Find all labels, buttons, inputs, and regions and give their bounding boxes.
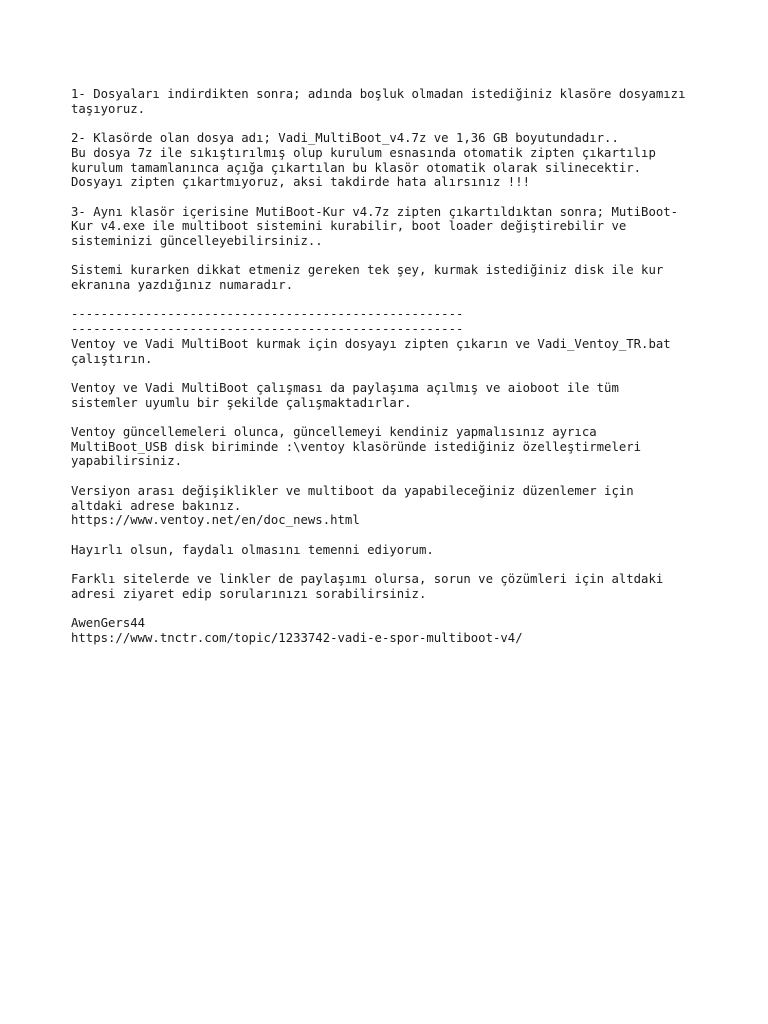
text-line: adresi ziyaret edip sorularınızı sorabilirsiniz. (71, 586, 427, 601)
text-line: taşıyoruz. (71, 101, 146, 116)
text-line: yapabilirsiniz. (71, 454, 183, 469)
separator-line: ----------------------------------------------------- (71, 322, 464, 337)
text-line: çalıştırın. (71, 351, 153, 366)
text-line: 1- Dosyaları indirdikten sonra; adında boşluk olmadan istediğiniz klasöre dosyamızı (71, 87, 686, 101)
paragraph-install-warning (71, 263, 731, 292)
text-line: kurulum tamamlanınca açığa çıkartılan bu klasör otomatik olarak silinecektir. (71, 160, 642, 175)
separator-line: ----------------------------------------------------- (71, 307, 464, 322)
paragraph-step-2 (71, 131, 731, 190)
text-line: Dosyayı zipten çıkartmıyoruz, aksi takdirde hata alırsınız !!! (71, 175, 531, 190)
text-line: Ventoy ve Vadi MultiBoot çalışması da paylaşıma açılmış ve aioboot ile tüm (71, 380, 619, 395)
paragraph-compatibility (71, 381, 731, 410)
text-line: Hayırlı olsun, faydalı olmasını temenni ediyorum. (71, 542, 434, 557)
paragraph-ventoy-updates (71, 425, 731, 469)
text-line: altdaki adrese bakınız. (71, 498, 242, 513)
text-line: sisteminizi güncelleyebilirsiniz.. (71, 234, 323, 248)
text-line: Sistemi kurarken dikkat etmeniz gereken tek şey, kurmak istediğiniz disk ile kur (71, 263, 664, 278)
text-line: MultiBoot_USB disk biriminde :\ventoy klasöründe istediğiniz özelleştirmeleri (71, 439, 642, 454)
text-line: sistemler uyumlu bir şekilde çalışmaktadırlar. (71, 395, 412, 410)
text-line: Farklı sitelerde ve linkler de paylaşımı olursa, sorun ve çözümleri için altdaki (71, 572, 664, 587)
text-line: 2- Klasörde olan dosya adı; Vadi_MultiBoot_v4.7z ve 1,36 GB boyutundadır.. (71, 131, 619, 146)
text-line: Kur v4.exe ile multiboot sistemini kurabilir, boot loader değiştirebilir ve (71, 219, 627, 234)
text-line: ekranına yazdığınız numaradır. (71, 278, 294, 293)
paragraph-signature (71, 616, 731, 645)
text-document (71, 87, 731, 660)
text-line: 3- Aynı klasör içerisine MutiBoot-Kur v4.7z zipten çıkartıldıktan sonra; MutiBoot- (71, 204, 679, 219)
text-line: Ventoy güncellemeleri olunca, güncellemeyi kendiniz yapmalısınız ayrıca (71, 425, 597, 440)
paragraph-changelog (71, 484, 731, 528)
paragraph-step-3 (71, 205, 731, 249)
text-line: Versiyon arası değişiklikler ve multiboot da yapabileceğiniz düzenlemer için (71, 483, 634, 498)
paragraph-step-1 (71, 87, 731, 116)
changelog-url: https://www.ventoy.net/en/doc_news.html (71, 513, 360, 528)
topic-url: https://www.tnctr.com/topic/1233742-vadi-e-spor-multiboot-v4/ (71, 630, 523, 645)
text-line: Bu dosya 7z ile sıkıştırılmış olup kurulum esnasında otomatik zipten çıkartılıp (71, 145, 656, 160)
paragraph-wishes (71, 543, 731, 558)
text-line: Ventoy ve Vadi MultiBoot kurmak için dosyayı zipten çıkarın ve Vadi_Ventoy_TR.bat (71, 336, 671, 351)
author-name: AwenGers44 (71, 616, 146, 631)
paragraph-support (71, 572, 731, 601)
paragraph-ventoy-setup (71, 307, 731, 366)
